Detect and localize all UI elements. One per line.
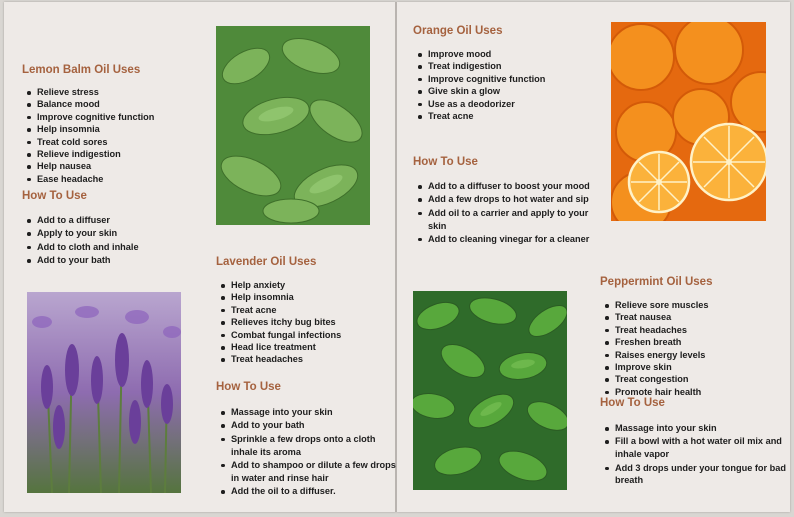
list-item: Improve skin <box>615 361 794 373</box>
lavender-howto-title: How To Use <box>216 381 281 393</box>
list-item: Massage into your skin <box>231 406 403 419</box>
lemon-balm-howto-list <box>22 214 217 268</box>
peppermint-uses-list <box>600 299 794 398</box>
list-item: Raises energy levels <box>615 349 794 361</box>
list-item: Give skin a glow <box>428 85 603 97</box>
list-item: Massage into your skin <box>615 422 794 435</box>
list-item: Add to cloth and inhale <box>37 241 217 254</box>
list-item: Add to shampoo or dilute a few drops in water and rinse hair <box>231 459 403 485</box>
lavender-photo <box>27 292 181 493</box>
list-item: Balance mood <box>37 98 217 110</box>
list-item: Use as a deodorizer <box>428 98 603 110</box>
list-item: Treat acne <box>231 304 406 316</box>
list-item: Add the oil to a diffuser. <box>231 485 403 498</box>
list-item: Promote hair health <box>615 386 794 398</box>
list-item: Help nausea <box>37 160 217 172</box>
list-item: Treat cold sores <box>37 136 217 148</box>
list-item: Treat headaches <box>231 353 406 365</box>
lemon-balm-title: Lemon Balm Oil Uses <box>22 64 141 76</box>
list-item: Improve cognitive function <box>37 111 217 123</box>
lemon-balm-photo <box>216 26 370 225</box>
list-item: Add 3 drops under your tongue for bad breath <box>615 462 794 488</box>
list-item: Relieves itchy bug bites <box>231 316 406 328</box>
list-item: Improve cognitive function <box>428 73 603 85</box>
list-item: Help insomnia <box>37 123 217 135</box>
list-item: Treat headaches <box>615 324 794 336</box>
list-item: Treat acne <box>428 110 603 122</box>
peppermint-title: Peppermint Oil Uses <box>600 276 713 288</box>
orange-howto-title: How To Use <box>413 156 478 168</box>
orange-photo <box>611 22 766 221</box>
peppermint-howto-list <box>600 422 794 488</box>
list-item: Treat nausea <box>615 311 794 323</box>
orange-uses-list <box>413 48 603 122</box>
list-item: Apply to your skin <box>37 227 217 240</box>
orange-title: Orange Oil Uses <box>413 25 503 37</box>
list-item: Sprinkle a few drops onto a cloth inhale its aroma <box>231 433 403 459</box>
list-item: Add to your bath <box>231 419 403 432</box>
list-item: Help insomnia <box>231 291 406 303</box>
list-item: Add to a diffuser to boost your mood <box>428 180 600 193</box>
list-item: Add to your bath <box>37 254 217 267</box>
lavender-title: Lavender Oil Uses <box>216 256 317 268</box>
list-item: Help anxiety <box>231 279 406 291</box>
list-item: Treat congestion <box>615 373 794 385</box>
list-item: Freshen breath <box>615 336 794 348</box>
list-item: Add to cleaning vinegar for a cleaner <box>428 233 600 246</box>
mint-photo <box>413 291 567 490</box>
list-item: Fill a bowl with a hot water oil mix and inhale vapor <box>615 435 794 461</box>
list-item: Relieve indigestion <box>37 148 217 160</box>
list-item: Relieve stress <box>37 86 217 98</box>
list-item: Treat indigestion <box>428 60 603 72</box>
list-item: Add oil to a carrier and apply to your skin <box>428 207 600 233</box>
list-item: Add a few drops to hot water and sip <box>428 193 600 206</box>
list-item: Relieve sore muscles <box>615 299 794 311</box>
lemon-balm-uses-list <box>22 86 217 185</box>
list-item: Improve mood <box>428 48 603 60</box>
orange-howto-list <box>413 180 600 246</box>
peppermint-howto-title: How To Use <box>600 397 665 409</box>
list-item: Combat fungal infections <box>231 329 406 341</box>
lemon-balm-howto-title: How To Use <box>22 190 87 202</box>
list-item: Head lice treatment <box>231 341 406 353</box>
lavender-howto-list <box>216 406 403 499</box>
lavender-uses-list <box>216 279 406 366</box>
list-item: Ease headache <box>37 173 217 185</box>
list-item: Add to a diffuser <box>37 214 217 227</box>
